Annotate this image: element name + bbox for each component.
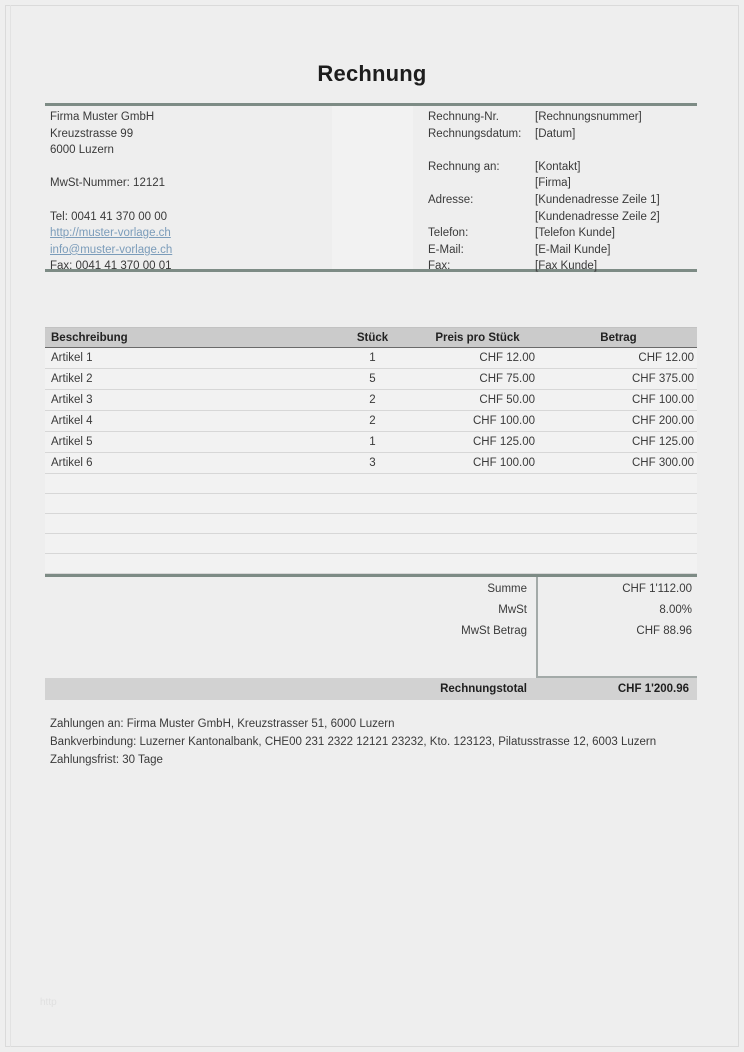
summary-row <box>45 620 697 641</box>
table-row-empty <box>45 474 697 494</box>
invoice-meta-value: [Kundenadresse Zeile 1] <box>535 193 660 206</box>
company-blank-line <box>50 159 172 176</box>
table-row-empty <box>45 514 697 534</box>
items-table-header-cell: Preis pro Stück <box>435 331 520 344</box>
table-row-empty <box>45 554 697 574</box>
invoice-meta-label: E-Mail: <box>428 243 464 256</box>
table-cell: CHF 75.00 <box>479 373 535 385</box>
items-table <box>45 327 697 577</box>
total-band <box>45 678 697 700</box>
table-cell: CHF 300.00 <box>631 457 694 469</box>
header-middle-band <box>332 106 413 269</box>
summary-label: MwSt Betrag <box>461 624 527 637</box>
items-table-header <box>45 327 697 348</box>
table-cell: Artikel 4 <box>51 415 93 427</box>
table-row <box>45 369 697 390</box>
invoice-meta-label: Telefon: <box>428 227 469 240</box>
table-cell: CHF 125.00 <box>472 436 535 448</box>
footer <box>50 715 656 770</box>
company-email-link[interactable]: info@muster-vorlage.ch <box>50 243 173 256</box>
summary-rows <box>45 578 697 641</box>
company-vat-number: MwSt-Nummer: 12121 <box>50 177 166 190</box>
invoice-meta-value: [Telefon Kunde] <box>535 227 615 240</box>
invoice-meta-label: Rechnung-Nr. <box>428 111 499 123</box>
table-cell: 3 <box>369 457 376 469</box>
table-cell: Artikel 2 <box>51 373 93 385</box>
invoice-meta-label: Rechnungsdatum: <box>428 127 522 140</box>
table-cell: CHF 50.00 <box>479 394 535 406</box>
invoice-meta-row <box>428 209 660 226</box>
table-cell: CHF 200.00 <box>631 415 694 427</box>
company-tel: Tel: 0041 41 370 00 00 <box>50 210 168 223</box>
invoice-meta-value: [Kundenadresse Zeile 2] <box>535 210 660 223</box>
table-row <box>45 432 697 453</box>
summary-value: 8.00% <box>659 603 692 616</box>
total-label: Rechnungstotal <box>440 683 527 695</box>
table-cell: Artikel 6 <box>51 457 93 469</box>
footer-line: Zahlungen an: Firma Muster GmbH, Kreuzstrasser 51, 6000 Luzern <box>50 718 395 730</box>
table-cell: Artikel 3 <box>51 394 93 406</box>
invoice-meta-row <box>428 126 660 143</box>
invoice-meta-row <box>428 175 660 192</box>
summary-row <box>45 578 697 599</box>
table-cell: CHF 125.00 <box>631 436 694 448</box>
table-row-empty <box>45 494 697 514</box>
items-table-body <box>45 348 697 574</box>
company-street: Kreuzstrasse 99 <box>50 127 134 140</box>
table-cell: CHF 375.00 <box>631 373 694 385</box>
invoice-meta-row <box>428 192 660 209</box>
watermark-text: http <box>40 997 57 1008</box>
invoice-meta-label: Rechnung an: <box>428 160 500 173</box>
page-title: Rechnung <box>317 61 427 86</box>
table-cell: CHF 100.00 <box>472 415 535 427</box>
invoice-meta-value: [Kontakt] <box>535 160 581 173</box>
table-cell: 5 <box>369 373 376 385</box>
company-city: 6000 Luzern <box>50 144 114 157</box>
invoice-meta-value: [Datum] <box>535 127 576 140</box>
table-cell: CHF 12.00 <box>479 352 535 364</box>
invoice-meta-value: [Fax Kunde] <box>535 260 598 273</box>
table-cell: 1 <box>369 352 376 364</box>
items-table-header-cell: Betrag <box>600 331 637 344</box>
table-cell: CHF 12.00 <box>638 352 694 364</box>
page-frame-left-line <box>10 5 11 1047</box>
invoice-meta-value: [E-Mail Kunde] <box>535 243 611 256</box>
company-block <box>50 109 172 275</box>
summary-label: MwSt <box>498 603 527 616</box>
items-table-header-cell: Beschreibung <box>51 331 128 344</box>
table-row <box>45 453 697 474</box>
invoice-meta-row <box>428 225 660 242</box>
header-box <box>45 103 697 272</box>
invoice-meta-row <box>428 109 660 126</box>
table-cell: 2 <box>369 415 376 427</box>
company-fax: Fax: 0041 41 370 00 01 <box>50 260 172 273</box>
invoice-meta-value: [Rechnungsnummer] <box>535 111 642 123</box>
summary-label: Summe <box>487 582 527 595</box>
summary-value: CHF 1'112.00 <box>622 582 692 595</box>
table-cell: 2 <box>369 394 376 406</box>
table-row <box>45 390 697 411</box>
table-cell: 1 <box>369 436 376 448</box>
summary-value: CHF 88.96 <box>636 624 692 637</box>
items-table-header-cell: Stück <box>356 331 389 344</box>
invoice-meta-row <box>428 142 660 159</box>
table-cell: Artikel 1 <box>51 352 93 364</box>
invoice-meta <box>428 109 660 275</box>
invoice-meta-row <box>428 242 660 259</box>
invoice-meta-row <box>428 159 660 176</box>
company-blank-line <box>50 192 172 209</box>
total-value: CHF 1'200.96 <box>617 683 689 695</box>
table-row <box>45 411 697 432</box>
company-website-link[interactable]: http://muster-vorlage.ch <box>50 227 171 240</box>
table-cell: CHF 100.00 <box>631 394 694 406</box>
summary-row <box>45 599 697 620</box>
table-row-empty <box>45 534 697 554</box>
invoice-meta-label: Adresse: <box>428 193 474 206</box>
table-cell: Artikel 5 <box>51 436 93 448</box>
invoice-meta-row <box>428 258 660 275</box>
invoice-meta-value: [Firma] <box>535 177 571 190</box>
footer-line: Bankverbindung: Luzerner Kantonalbank, CHE00 231 2322 12121 23232, Kto. 123123, Pilatusstrasse 12, 6003 Luzern <box>50 736 657 749</box>
company-name: Firma Muster GmbH <box>50 111 155 123</box>
footer-line: Zahlungsfrist: 30 Tage <box>50 754 163 767</box>
table-cell: CHF 100.00 <box>472 457 535 469</box>
invoice-meta-label: Fax: <box>428 260 451 273</box>
table-row <box>45 348 697 369</box>
items-table-bottom-rule <box>45 574 697 577</box>
